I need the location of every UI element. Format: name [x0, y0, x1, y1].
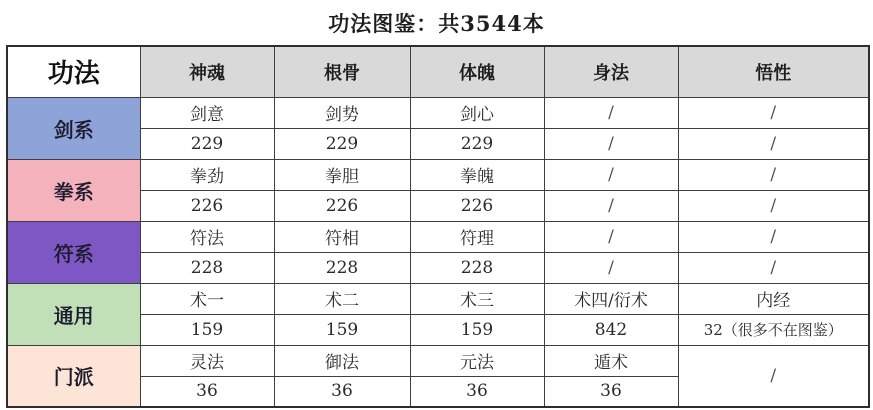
skill-name-cell: 符理 [410, 221, 544, 252]
slash-cell: / [678, 159, 869, 190]
page-title: 功法图鉴：共3544本 [328, 11, 545, 36]
slash-cell: / [544, 252, 678, 283]
skill-name-cell: 灵法 [140, 345, 274, 376]
skill-count-cell: 229 [140, 128, 274, 159]
skill-count-cell: 226 [274, 190, 410, 221]
group-name-row [7, 283, 869, 314]
skill-name-cell: 符法 [140, 221, 274, 252]
skill-count-cell: 36 [410, 376, 544, 407]
skill-count-cell: 36 [140, 376, 274, 407]
header-gongfa: 功法 [7, 46, 140, 97]
skill-count-note-cell: 32（很多不在图鉴） [678, 314, 869, 345]
group-name-row [7, 159, 869, 190]
slash-cell: / [544, 190, 678, 221]
group-label: 剑系 [7, 97, 140, 159]
skill-count-cell: 229 [274, 128, 410, 159]
skill-count-cell: 228 [410, 252, 544, 283]
skill-name-cell: 内经 [678, 283, 869, 314]
skill-count-cell: 226 [140, 190, 274, 221]
slash-cell: / [544, 221, 678, 252]
group-label: 通用 [7, 283, 140, 345]
header-tipo: 体魄 [410, 46, 544, 97]
skill-count-cell: 159 [274, 314, 410, 345]
slash-cell: / [678, 128, 869, 159]
header-gengu: 根骨 [274, 46, 410, 97]
skill-count-cell: 159 [410, 314, 544, 345]
header-shenfa: 身法 [544, 46, 678, 97]
skill-name-cell: 御法 [274, 345, 410, 376]
group-name-row [7, 221, 869, 252]
skill-name-cell: 术一 [140, 283, 274, 314]
skill-name-cell: 术三 [410, 283, 544, 314]
slash-cell: / [678, 252, 869, 283]
skill-name-cell: 拳劲 [140, 159, 274, 190]
skill-count-cell: 228 [140, 252, 274, 283]
skill-name-cell: 元法 [410, 345, 544, 376]
slash-cell: / [544, 159, 678, 190]
skill-name-cell: 遁术 [544, 345, 678, 376]
header-row [7, 46, 869, 97]
slash-cell: / [678, 221, 869, 252]
merged-slash-cell: / [678, 345, 869, 407]
skill-name-cell: 拳胆 [274, 159, 410, 190]
skill-name-cell: 剑心 [410, 97, 544, 128]
skill-name-cell: 剑势 [274, 97, 410, 128]
compendium-table [6, 45, 870, 408]
slash-cell: / [544, 97, 678, 128]
skill-count-cell: 159 [140, 314, 274, 345]
group-name-row [7, 97, 869, 128]
group-label: 拳系 [7, 159, 140, 221]
group-label: 门派 [7, 345, 140, 407]
table-body [7, 97, 869, 407]
skill-count-cell: 36 [544, 376, 678, 407]
header-shenhun: 神魂 [140, 46, 274, 97]
skill-name-cell: 术二 [274, 283, 410, 314]
skill-count-cell: 842 [544, 314, 678, 345]
skill-count-cell: 229 [410, 128, 544, 159]
skill-name-cell: 拳魄 [410, 159, 544, 190]
slash-cell: / [678, 190, 869, 221]
group-label: 符系 [7, 221, 140, 283]
skill-name-cell: 剑意 [140, 97, 274, 128]
group-name-row [7, 345, 869, 376]
skill-count-cell: 36 [274, 376, 410, 407]
skill-name-cell: 符相 [274, 221, 410, 252]
slash-cell: / [544, 128, 678, 159]
slash-cell: / [678, 97, 869, 128]
skill-name-cell: 术四/衍术 [544, 283, 678, 314]
skill-count-cell: 228 [274, 252, 410, 283]
skill-count-cell: 226 [410, 190, 544, 221]
header-wuxing: 悟性 [678, 46, 869, 97]
